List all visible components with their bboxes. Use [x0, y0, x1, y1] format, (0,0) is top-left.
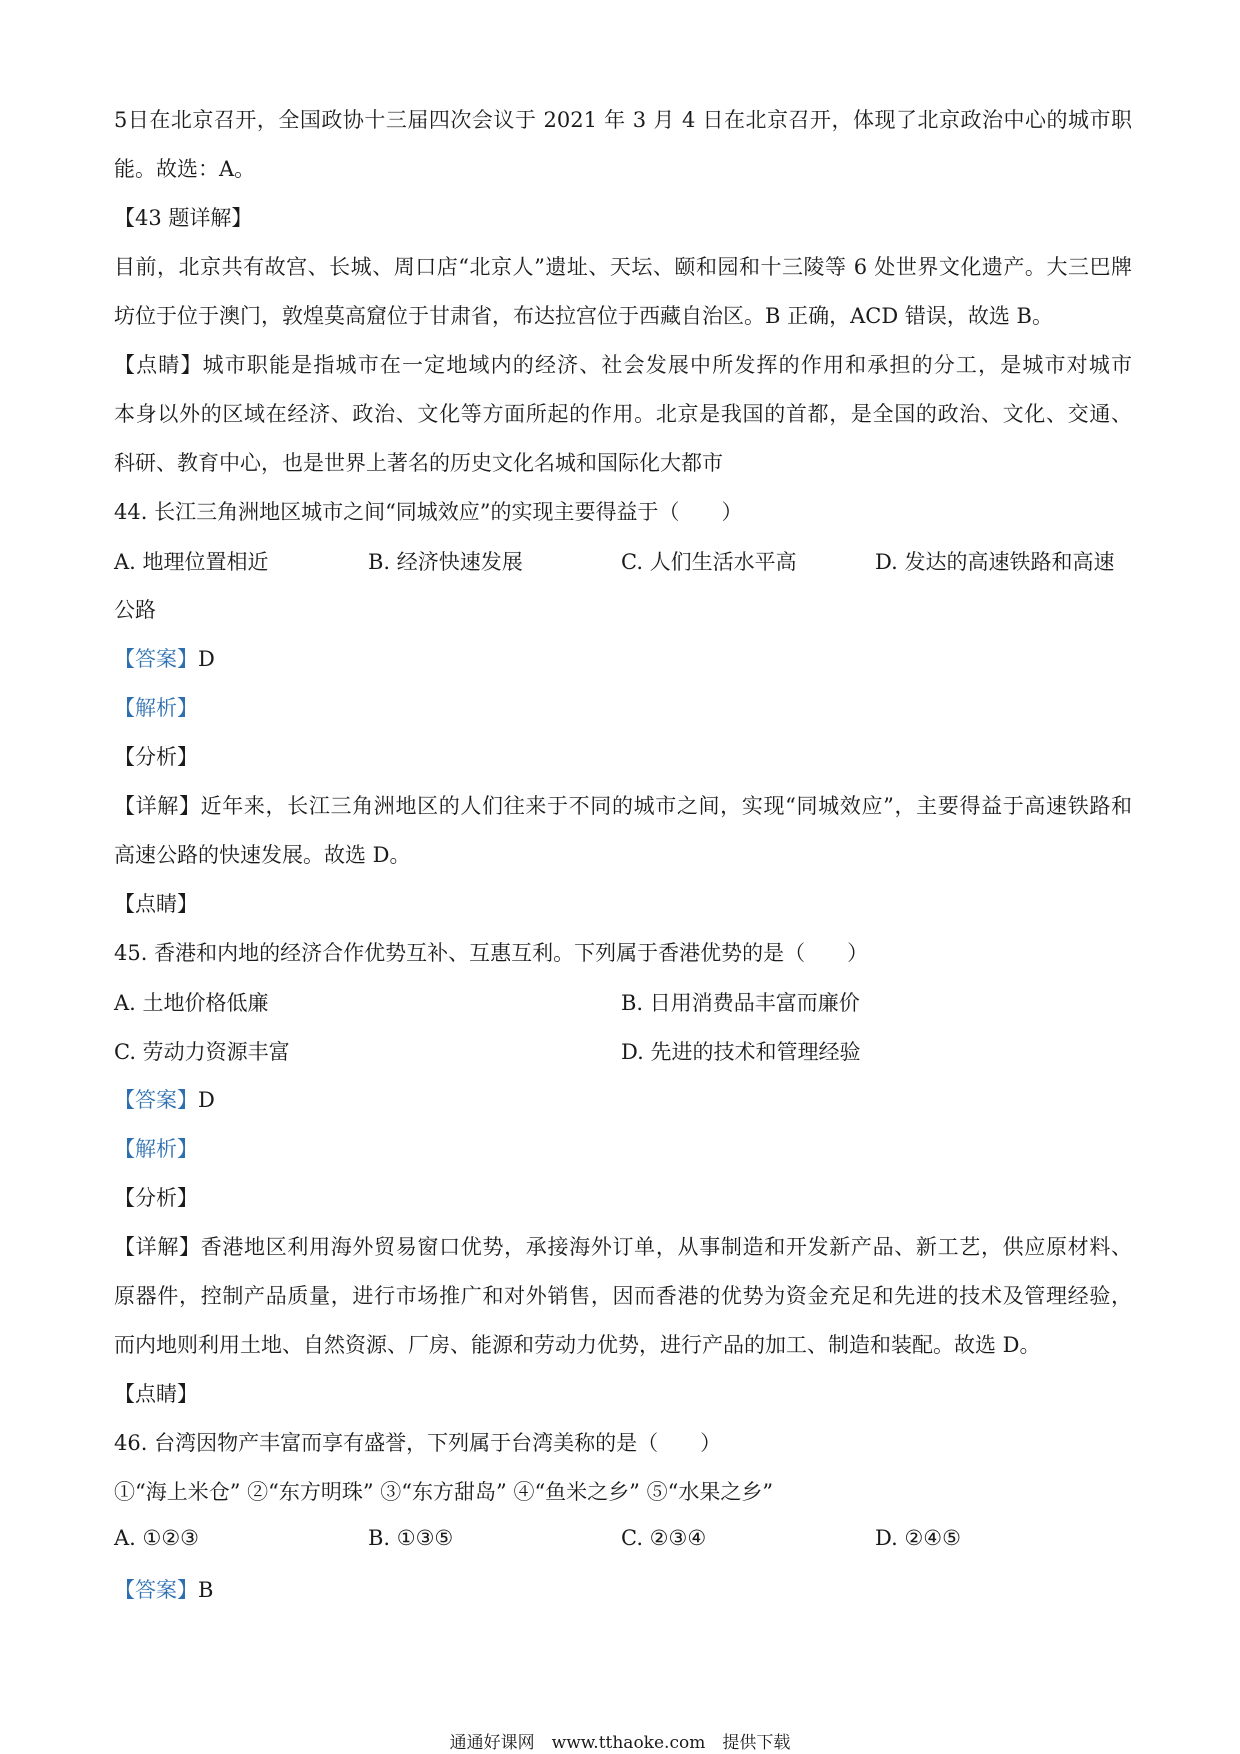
question-stem: 46. 台湾因物产丰富而享有盛誉，下列属于台湾美称的是（ ）: [114, 1431, 722, 1455]
option-d: D. 发达的高速铁路和高速: [875, 550, 1115, 574]
analysis-tag: 【解析】: [114, 696, 198, 720]
option-c: C. ②③④: [621, 1526, 707, 1550]
detail-line: 【详解】香港地区利用海外贸易窗口优势，承接海外订单，从事制造和开发新产品、新工艺，供应原材料、: [114, 1235, 1132, 1259]
analysis-tag: 【解析】: [114, 1137, 198, 1161]
answer-value: D: [198, 647, 215, 671]
footer-credit: 通通好课网 www.tthaoke.com 提供下载: [449, 1733, 791, 1753]
answer-tag: 【答案】: [114, 1088, 198, 1112]
paragraph-line: 5日在北京召开，全国政协十三届四次会议于 2021 年 3 月 4 日在北京召开，体现了北京政治中心的城市职: [114, 108, 1132, 132]
detail-line: 原器件，控制产品质量，进行市场推广和对外销售，因而香港的优势为资金充足和先进的技术及管理经验，: [114, 1284, 1132, 1308]
option-c: C. 人们生活水平高: [621, 550, 797, 574]
answer-value: D: [198, 1088, 215, 1112]
tip-line: 本身以外的区域在经济、政治、文化等方面所起的作用。北京是我国的首都，是全国的政治、文化、交通、: [114, 402, 1132, 426]
answer-tag: 【答案】: [114, 1578, 198, 1602]
paragraph-line: 能。故选：A。: [114, 157, 256, 181]
detail-line: 而内地则利用土地、自然资源、厂房、能源和劳动力优势，进行产品的加工、制造和装配。故选 D。: [114, 1333, 1041, 1357]
option-a: A. ①②③: [114, 1526, 199, 1550]
option-b: B. ①③⑤: [368, 1526, 454, 1550]
tip-heading: 【点睛】: [114, 1382, 198, 1406]
option-d: D. ②④⑤: [875, 1526, 961, 1550]
option-d-continuation: 公路: [114, 598, 156, 622]
detail-line: 高速公路的快速发展。故选 D。: [114, 843, 411, 867]
tip-line: 【点睛】城市职能是指城市在一定地域内的经济、社会发展中所发挥的作用和承担的分工，是城市对城市: [114, 353, 1132, 377]
option-a: A. 土地价格低廉: [114, 991, 269, 1015]
tip-heading: 【点睛】: [114, 892, 198, 916]
option-b: B. 日用消费品丰富而廉价: [621, 991, 860, 1015]
question-stem: 45. 香港和内地的经济合作优势互补、互惠互利。下列属于香港优势的是（ ）: [114, 941, 869, 965]
answer-line: [114, 1575, 1132, 1605]
answer-line: [114, 644, 1132, 674]
option-c: C. 劳动力资源丰富: [114, 1040, 290, 1064]
answer-value: B: [198, 1578, 214, 1602]
detail-line: 【详解】近年来，长江三角洲地区的人们往来于不同的城市之间，实现“同城效应”，主要得益于高速铁路和: [114, 794, 1132, 818]
option-b: B. 经济快速发展: [368, 550, 523, 574]
paragraph-line: 坊位于位于澳门，敦煌莫高窟位于甘肃省，布达拉宫位于西藏自治区。B 正确，ACD 错误，故选 B。: [114, 304, 1053, 328]
analysis-heading: 【分析】: [114, 1186, 198, 1210]
analysis-heading: 【分析】: [114, 745, 198, 769]
section-heading: 【43 题详解】: [114, 206, 253, 230]
tip-line: 科研、教育中心，也是世界上著名的历史文化名城和国际化大都市: [114, 451, 723, 475]
option-a: A. 地理位置相近: [114, 550, 269, 574]
answer-tag: 【答案】: [114, 647, 198, 671]
question-items: ①“海上米仓” ②“东方明珠” ③“东方甜岛” ④“鱼米之乡” ⑤“水果之乡”: [114, 1480, 774, 1504]
option-d: D. 先进的技术和管理经验: [621, 1040, 861, 1064]
question-stem: 44. 长江三角洲地区城市之间“同城效应”的实现主要得益于（ ）: [114, 500, 743, 524]
paragraph-line: 目前，北京共有故宫、长城、周口店“北京人”遗址、天坛、颐和园和十三陵等 6 处世界文化遗产。大三巴牌: [114, 255, 1132, 279]
answer-line: [114, 1085, 1132, 1115]
